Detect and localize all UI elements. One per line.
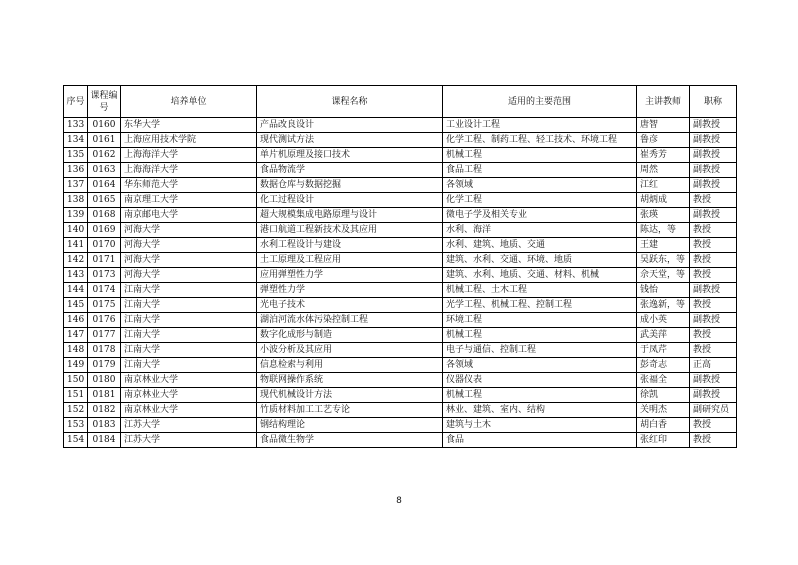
header-teacher: 主讲教师 (637, 86, 690, 118)
cell-scope: 食品工程 (443, 163, 637, 178)
cell-unit: 上海海洋大学 (121, 163, 257, 178)
cell-teacher: 佘天堂，等 (637, 268, 690, 283)
cell-code: 0164 (88, 178, 121, 193)
cell-code: 0168 (88, 208, 121, 223)
course-table (63, 85, 737, 448)
cell-scope: 各领域 (443, 178, 637, 193)
cell-scope: 建筑、水利、地质、交通、材料、机械 (443, 268, 637, 283)
cell-no: 141 (64, 238, 88, 253)
cell-title: 教授 (690, 298, 737, 313)
cell-code: 0160 (88, 118, 121, 133)
cell-course: 数据仓库与数据挖掘 (257, 178, 443, 193)
cell-title: 教授 (690, 253, 737, 268)
cell-teacher: 陈达，等 (637, 223, 690, 238)
cell-unit: 江苏大学 (121, 433, 257, 448)
cell-unit: 江南大学 (121, 283, 257, 298)
cell-title: 教授 (690, 223, 737, 238)
header-code: 课程编号 (88, 86, 121, 118)
cell-code: 0180 (88, 373, 121, 388)
cell-teacher: 吴跃东，等 (637, 253, 690, 268)
cell-code: 0182 (88, 403, 121, 418)
cell-scope: 环境工程 (443, 313, 637, 328)
cell-course: 湖泊河流水体污染控制工程 (257, 313, 443, 328)
header-unit: 培养单位 (121, 86, 257, 118)
cell-course: 竹质材料加工工艺专论 (257, 403, 443, 418)
cell-unit: 河海大学 (121, 253, 257, 268)
cell-teacher: 唐智 (637, 118, 690, 133)
cell-course: 土工原理及工程应用 (257, 253, 443, 268)
table-row (64, 118, 737, 133)
cell-scope: 机械工程、土木工程 (443, 283, 637, 298)
header-course: 课程名称 (257, 86, 443, 118)
cell-course: 应用弹塑性力学 (257, 268, 443, 283)
cell-unit: 南京理工大学 (121, 193, 257, 208)
cell-title: 副教授 (690, 373, 737, 388)
cell-teacher: 彭奇志 (637, 358, 690, 373)
cell-title: 教授 (690, 193, 737, 208)
cell-no: 147 (64, 328, 88, 343)
cell-unit: 江南大学 (121, 343, 257, 358)
table-row (64, 208, 737, 223)
cell-teacher: 周然 (637, 163, 690, 178)
cell-title: 副研究员 (690, 403, 737, 418)
table-row (64, 373, 737, 388)
cell-unit: 南京林业大学 (121, 373, 257, 388)
cell-no: 151 (64, 388, 88, 403)
cell-course: 食品微生物学 (257, 433, 443, 448)
cell-code: 0176 (88, 313, 121, 328)
cell-course: 钢结构理论 (257, 418, 443, 433)
cell-title: 副教授 (690, 388, 737, 403)
cell-unit: 河海大学 (121, 238, 257, 253)
cell-code: 0177 (88, 328, 121, 343)
cell-no: 142 (64, 253, 88, 268)
cell-code: 0183 (88, 418, 121, 433)
cell-unit: 南京林业大学 (121, 403, 257, 418)
table-row (64, 343, 737, 358)
cell-code: 0169 (88, 223, 121, 238)
cell-code: 0175 (88, 298, 121, 313)
cell-scope: 机械工程 (443, 328, 637, 343)
cell-unit: 江南大学 (121, 298, 257, 313)
cell-scope: 林业、建筑、室内、结构 (443, 403, 637, 418)
table-row (64, 178, 737, 193)
cell-title: 教授 (690, 433, 737, 448)
table-row (64, 403, 737, 418)
cell-course: 现代机械设计方法 (257, 388, 443, 403)
cell-code: 0179 (88, 358, 121, 373)
cell-unit: 江苏大学 (121, 418, 257, 433)
table-row (64, 388, 737, 403)
cell-scope: 水利、建筑、地质、交通 (443, 238, 637, 253)
cell-title: 正高 (690, 358, 737, 373)
cell-no: 145 (64, 298, 88, 313)
cell-teacher: 张红印 (637, 433, 690, 448)
cell-teacher: 徐凯 (637, 388, 690, 403)
cell-code: 0171 (88, 253, 121, 268)
cell-scope: 建筑与土木 (443, 418, 637, 433)
header-no: 序号 (64, 86, 88, 118)
cell-scope: 机械工程 (443, 388, 637, 403)
cell-course: 信息检索与利用 (257, 358, 443, 373)
cell-scope: 仪器仪表 (443, 373, 637, 388)
cell-scope: 水利、海洋 (443, 223, 637, 238)
cell-unit: 南京邮电大学 (121, 208, 257, 223)
cell-unit: 上海应用技术学院 (121, 133, 257, 148)
cell-title: 副教授 (690, 283, 737, 298)
cell-unit: 上海海洋大学 (121, 148, 257, 163)
cell-unit: 江南大学 (121, 313, 257, 328)
cell-no: 134 (64, 133, 88, 148)
cell-no: 135 (64, 148, 88, 163)
cell-course: 光电子技术 (257, 298, 443, 313)
table-row (64, 298, 737, 313)
cell-no: 140 (64, 223, 88, 238)
cell-teacher: 王建 (637, 238, 690, 253)
cell-scope: 光学工程、机械工程、控制工程 (443, 298, 637, 313)
cell-code: 0163 (88, 163, 121, 178)
cell-code: 0184 (88, 433, 121, 448)
cell-scope: 电子与通信、控制工程 (443, 343, 637, 358)
cell-scope: 建筑、水利、交通、环境、地质 (443, 253, 637, 268)
cell-title: 副教授 (690, 148, 737, 163)
cell-teacher: 鲁彦 (637, 133, 690, 148)
cell-scope: 微电子学及相关专业 (443, 208, 637, 223)
cell-code: 0162 (88, 148, 121, 163)
cell-no: 143 (64, 268, 88, 283)
cell-scope: 化学工程 (443, 193, 637, 208)
table-row (64, 148, 737, 163)
cell-code: 0161 (88, 133, 121, 148)
cell-unit: 河海大学 (121, 223, 257, 238)
cell-course: 化工过程设计 (257, 193, 443, 208)
table-body (64, 118, 737, 448)
cell-unit: 南京林业大学 (121, 388, 257, 403)
table-row (64, 238, 737, 253)
cell-no: 146 (64, 313, 88, 328)
cell-title: 教授 (690, 343, 737, 358)
cell-title: 教授 (690, 268, 737, 283)
cell-course: 港口航道工程新技术及其应用 (257, 223, 443, 238)
cell-no: 144 (64, 283, 88, 298)
cell-scope: 化学工程、制药工程、轻工技术、环境工程 (443, 133, 637, 148)
cell-title: 教授 (690, 328, 737, 343)
cell-no: 133 (64, 118, 88, 133)
cell-teacher: 关明杰 (637, 403, 690, 418)
table-row (64, 268, 737, 283)
cell-no: 139 (64, 208, 88, 223)
cell-no: 138 (64, 193, 88, 208)
cell-unit: 河海大学 (121, 268, 257, 283)
cell-unit: 东华大学 (121, 118, 257, 133)
cell-scope: 各领域 (443, 358, 637, 373)
cell-scope: 工业设计工程 (443, 118, 637, 133)
table-row (64, 223, 737, 238)
cell-scope: 机械工程 (443, 148, 637, 163)
cell-course: 物联网操作系统 (257, 373, 443, 388)
table-row (64, 193, 737, 208)
cell-title: 副教授 (690, 163, 737, 178)
cell-course: 超大规模集成电路原理与设计 (257, 208, 443, 223)
cell-code: 0174 (88, 283, 121, 298)
cell-teacher: 胡炳成 (637, 193, 690, 208)
cell-title: 副教授 (690, 118, 737, 133)
cell-no: 150 (64, 373, 88, 388)
cell-course: 小波分析及其应用 (257, 343, 443, 358)
table-row (64, 328, 737, 343)
cell-code: 0170 (88, 238, 121, 253)
cell-no: 154 (64, 433, 88, 448)
cell-no: 152 (64, 403, 88, 418)
cell-no: 153 (64, 418, 88, 433)
table-row (64, 283, 737, 298)
table-row (64, 433, 737, 448)
cell-course: 现代测试方法 (257, 133, 443, 148)
cell-teacher: 张瑛 (637, 208, 690, 223)
cell-code: 0165 (88, 193, 121, 208)
cell-teacher: 于凤芹 (637, 343, 690, 358)
cell-teacher: 武美萍 (637, 328, 690, 343)
header-title: 职称 (690, 86, 737, 118)
cell-no: 149 (64, 358, 88, 373)
table-row (64, 418, 737, 433)
cell-code: 0181 (88, 388, 121, 403)
cell-teacher: 崔秀芳 (637, 148, 690, 163)
cell-teacher: 江红 (637, 178, 690, 193)
cell-title: 副教授 (690, 208, 737, 223)
table-row (64, 358, 737, 373)
cell-teacher: 钱怡 (637, 283, 690, 298)
cell-teacher: 张福全 (637, 373, 690, 388)
cell-teacher: 张逸新，等 (637, 298, 690, 313)
cell-unit: 江南大学 (121, 358, 257, 373)
cell-title: 副教授 (690, 313, 737, 328)
cell-title: 副教授 (690, 178, 737, 193)
cell-title: 副教授 (690, 133, 737, 148)
cell-course: 单片机原理及接口技术 (257, 148, 443, 163)
table-row (64, 163, 737, 178)
cell-unit: 江南大学 (121, 328, 257, 343)
cell-course: 数字化成形与制造 (257, 328, 443, 343)
cell-teacher: 胡白香 (637, 418, 690, 433)
cell-code: 0178 (88, 343, 121, 358)
table-header-row (64, 86, 737, 118)
header-scope: 适用的主要范围 (443, 86, 637, 118)
cell-unit: 华东师范大学 (121, 178, 257, 193)
cell-code: 0173 (88, 268, 121, 283)
table-row (64, 313, 737, 328)
table-row (64, 133, 737, 148)
cell-no: 136 (64, 163, 88, 178)
cell-title: 教授 (690, 418, 737, 433)
cell-course: 食品物流学 (257, 163, 443, 178)
cell-scope: 食品 (443, 433, 637, 448)
cell-course: 弹塑性力学 (257, 283, 443, 298)
page-number: 8 (396, 496, 402, 506)
cell-course: 水利工程设计与建设 (257, 238, 443, 253)
cell-no: 137 (64, 178, 88, 193)
cell-no: 148 (64, 343, 88, 358)
cell-title: 教授 (690, 238, 737, 253)
cell-teacher: 成小英 (637, 313, 690, 328)
table-row (64, 253, 737, 268)
cell-course: 产品改良设计 (257, 118, 443, 133)
